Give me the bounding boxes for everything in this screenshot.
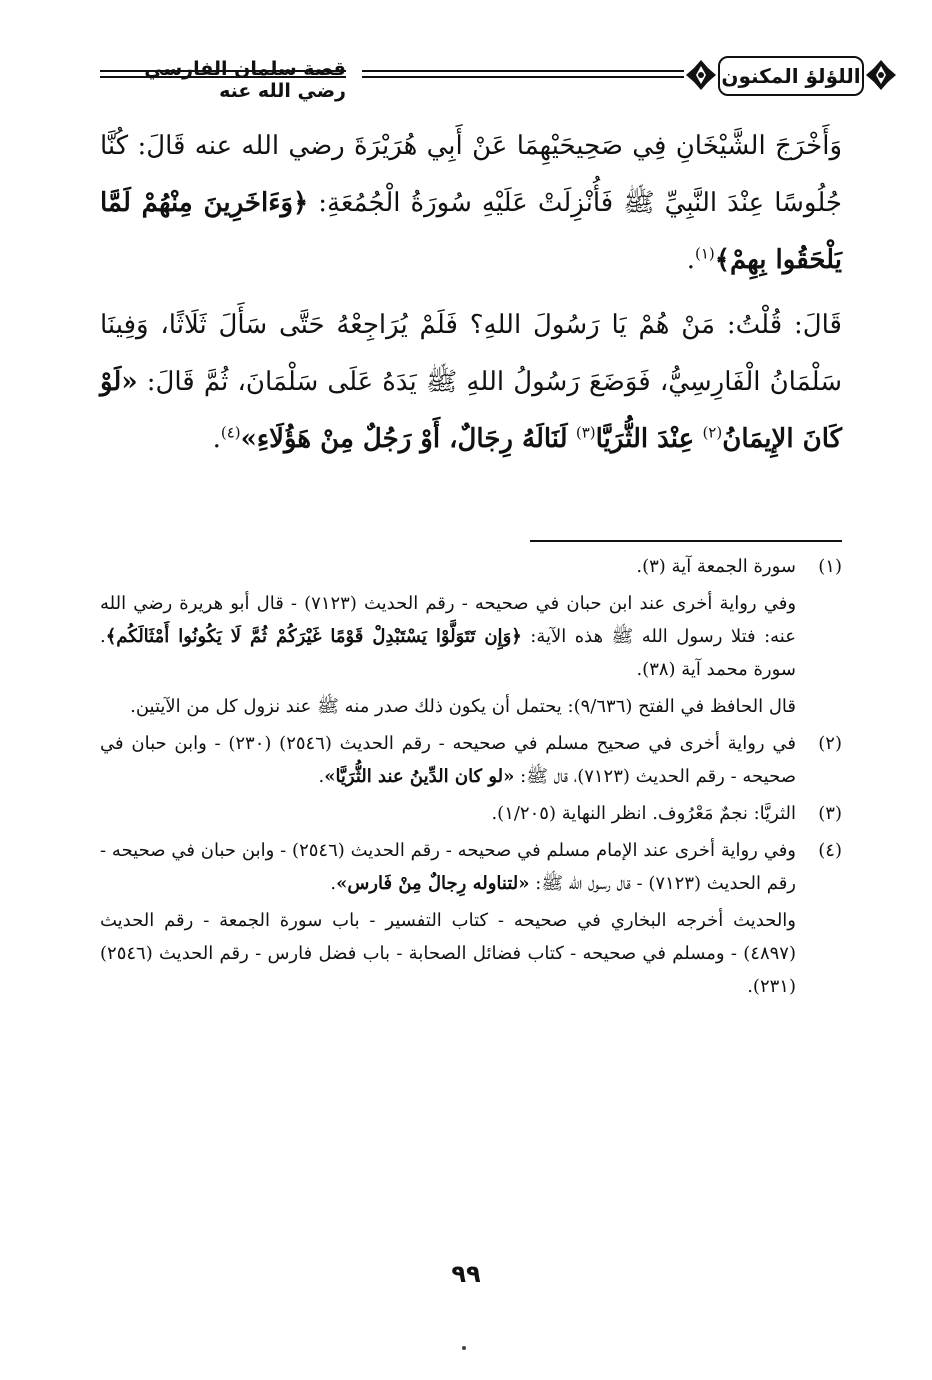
- ornament-right-icon: [864, 58, 898, 92]
- footnote-1-line-2-end: . سورة محمد آية (٣٨).: [100, 626, 796, 680]
- header-rule-middle: [362, 70, 684, 72]
- header-rule-middle-2: [362, 76, 684, 78]
- footnote-4-end: .: [330, 873, 337, 894]
- footnote-ref-2[interactable]: (٢): [702, 423, 723, 442]
- quran-verse: ﴿وَءَاخَرِينَ مِنْهُمْ لَمَّا يَلْحَقُوا بِهِمْ﴾: [100, 188, 842, 275]
- section-title: قصة سلمان الفارسي رضي الله عنه: [144, 58, 346, 102]
- running-header: [100, 46, 861, 106]
- footnote-1-line-2-text: وفي رواية أخرى عند ابن حبان في صحيحه - رقم الحديث (٧١٢٣) - قال أبو هريرة رضي الله عنه: فتلا رسول الله ﷺ هذه الآية:: [100, 593, 797, 647]
- footnote-1: [100, 550, 842, 583]
- paragraph-2: [100, 297, 842, 468]
- hadith-part-b: عِنْدَ الثُّرَيَّا: [595, 424, 695, 454]
- footnote-4-extra: والحديث أخرجه البخاري في صحيحه - كتاب التفسير - باب سورة الجمعة - رقم الحديث (٤٨٩٧) - ومسلم في صحيحه - كتاب فضائل الصحابة - باب فضل فارس - رقم الحديث (٢٥٤٦) (٢٣١).: [100, 910, 796, 997]
- footnote-2-hadith: «لو كان الدِّينُ عند الثُّرَيَّا»: [324, 766, 515, 787]
- footnote-2-body: [100, 727, 796, 793]
- footnote-4: [100, 834, 842, 900]
- footnote-2: [100, 727, 842, 793]
- footnote-1-line-2: [100, 587, 796, 686]
- footnote-3-number: (٣): [818, 803, 842, 824]
- footnote-1-number: (١): [818, 556, 842, 577]
- paragraph-1-text: وَأَخْرَجَ الشَّيْخَانِ فِي صَحِيحَيْهِمَا عَنْ أَبِي هُرَيْرَةَ رضي الله عنه قَالَ: كُنَّا جُلُوسًا عِنْدَ النَّبِيِّ ﷺ فَأُنْزِلَتْ عَلَيْهِ سُورَةُ الْجُمُعَةِ:: [100, 131, 843, 218]
- book-title: اللؤلؤ المكنون: [718, 56, 864, 96]
- footnote-1-line-1: سورة الجمعة آية (٣).: [636, 556, 796, 577]
- footnotes: [100, 550, 842, 1007]
- footnote-2-end: .: [318, 766, 325, 787]
- footnote-3: [100, 797, 842, 830]
- paragraph-1-end: .: [686, 245, 695, 275]
- print-speck: [462, 1346, 466, 1350]
- footnote-4-body: [100, 834, 796, 900]
- paragraph-2-end: .: [212, 424, 221, 454]
- footnote-4-number: (٤): [818, 840, 842, 861]
- footnote-1-line-3: قال الحافظ في الفتح (٩/٦٣٦): يحتمل أن يكون ذلك صدر منه ﷺ عند نزول كل من الآيتين.: [130, 696, 796, 717]
- paragraph-1: [100, 118, 842, 289]
- footnote-separator: [530, 540, 842, 542]
- main-text: [100, 118, 842, 468]
- hadith-part-c: لَنَالَهُ رِجَالٌ، أَوْ رَجُلٌ مِنْ هَؤُلَاءِ»: [240, 424, 568, 454]
- hadith-part-a: «لَوْ كَانَ الإِيمَانُ: [100, 367, 842, 454]
- footnote-2-number: (٢): [818, 733, 842, 754]
- footnote-ref-3[interactable]: (٣): [575, 423, 596, 442]
- ornament-left-icon: [684, 58, 718, 92]
- page-number: ٩٩: [451, 1260, 481, 1288]
- footnote-2-text: في رواية أخرى في صحيح مسلم في صحيحه - رقم الحديث (٢٥٤٦) (٢٣٠) - وابن حبان في صحيحه - رقم الحديث (٧١٢٣)، قال ﷺ:: [100, 733, 796, 787]
- footnote-ref-1[interactable]: (١): [694, 244, 715, 263]
- footnote-3-text: الثريَّا: نجمٌ مَعْرُوف. انظر النهاية (١/٢٠٥).: [491, 803, 796, 824]
- footnote-1-quran: ﴿وَإِن تَتَوَلَّوْا يَسْتَبْدِلْ قَوْمًا غَيْرَكُمْ ثُمَّ لَا يَكُونُوا أَمْثَالَكُم﴾: [105, 626, 522, 647]
- footnote-4-hadith: «لتناوله رِجالٌ مِنْ فَارس»: [336, 873, 530, 894]
- footnote-4-text: وفي رواية أخرى عند الإمام مسلم في صحيحه - رقم الحديث (٢٥٤٦) - وابن حبان في صحيحه - رقم الحديث (٧١٢٣) - قال رسول الله ﷺ:: [100, 840, 796, 894]
- footnote-ref-4[interactable]: (٤): [220, 423, 241, 442]
- book-title-frame: [684, 50, 898, 100]
- paragraph-2-text: قَالَ: قُلْتُ: مَنْ هُمْ يَا رَسُولَ اللهِ؟ فَلَمْ يُرَاجِعْهُ حَتَّى سَأَلَ ثَلَاثًا، وَفِينَا سَلْمَانُ الْفَارِسِيُّ، فَوَضَعَ رَسُولُ اللهِ ﷺ يَدَهُ عَلَى سَلْمَانَ، ثُمَّ قَالَ:: [100, 310, 843, 397]
